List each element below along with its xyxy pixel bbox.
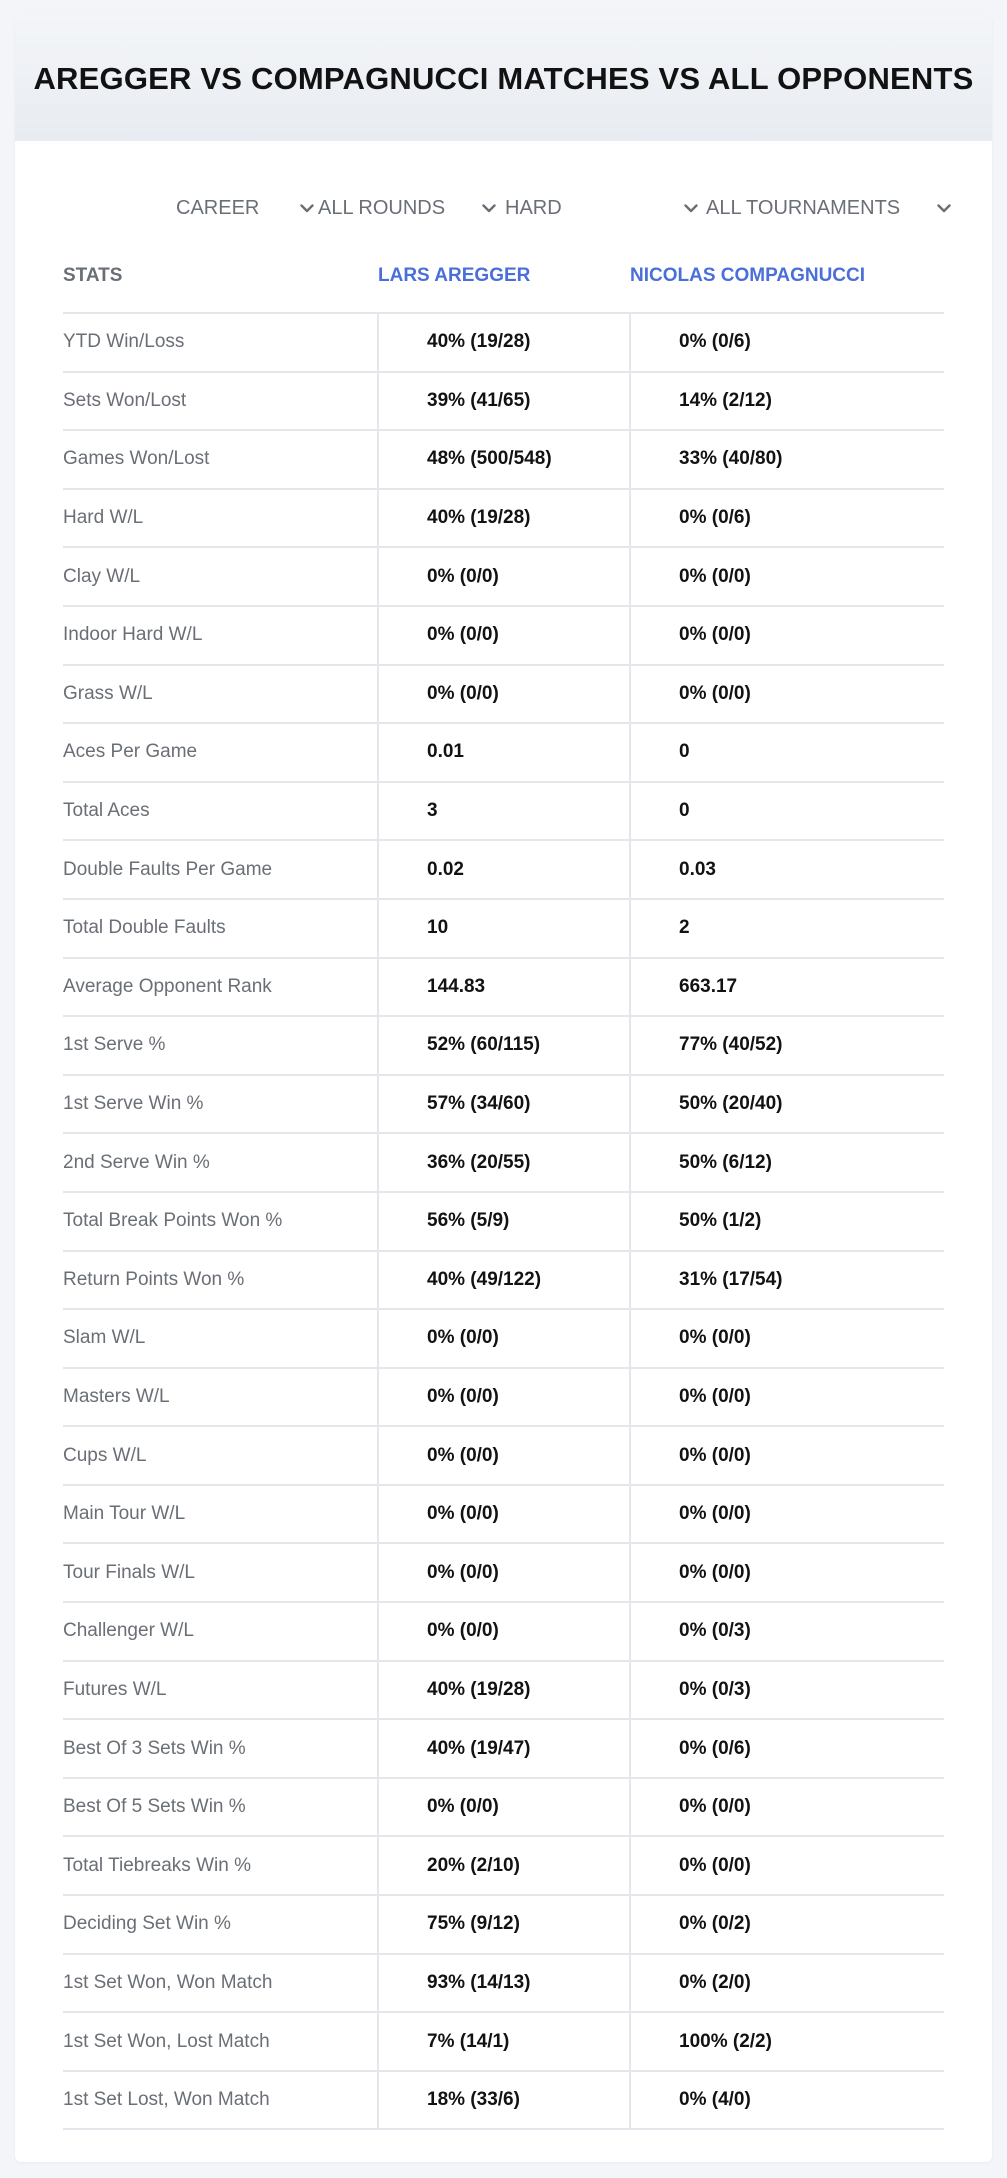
stat-label: Masters W/L xyxy=(63,1385,170,1407)
player1-link[interactable]: LARS AREGGER xyxy=(378,265,531,286)
player2-stat-value: 0% (0/0) xyxy=(629,1837,944,1894)
player2-stat-value: 0% (0/3) xyxy=(629,1603,944,1660)
stat-label: Hard W/L xyxy=(63,507,144,529)
table-row xyxy=(63,548,944,607)
stat-label: Indoor Hard W/L xyxy=(63,624,203,646)
player1-stat-value: 40% (19/47) xyxy=(377,1720,629,1777)
stat-label: Challenger W/L xyxy=(63,1620,194,1642)
page-title: AREGGER VS COMPAGNUCCI MATCHES VS ALL OPPONENTS xyxy=(33,60,974,96)
stat-label: 1st Serve % xyxy=(63,1034,166,1056)
player2-stat-value: 0% (4/0) xyxy=(629,2072,944,2129)
player2-stat-value: 100% (2/2) xyxy=(629,2013,944,2070)
period-select[interactable] xyxy=(176,188,316,228)
stat-label: Games Won/Lost xyxy=(63,448,210,470)
table-row xyxy=(63,1134,944,1193)
table-row xyxy=(63,841,944,900)
stat-label: YTD Win/Loss xyxy=(63,331,185,353)
stat-label: 2nd Serve Win % xyxy=(63,1151,210,1173)
player2-stat-value: 0% (0/0) xyxy=(629,607,944,664)
table-row xyxy=(63,1837,944,1896)
card-header xyxy=(15,16,992,141)
stat-label: Slam W/L xyxy=(63,1327,146,1349)
chevron-down-icon xyxy=(682,199,700,217)
player1-stat-value: 10 xyxy=(377,900,629,957)
player2-stat-value: 50% (1/2) xyxy=(629,1193,944,1250)
player2-stat-value: 0 xyxy=(629,724,944,781)
player1-stat-value: 0% (0/0) xyxy=(377,548,629,605)
table-row xyxy=(63,1896,944,1955)
filter-bar xyxy=(15,188,992,228)
stat-label: Main Tour W/L xyxy=(63,1503,186,1525)
player1-stat-value: 0% (0/0) xyxy=(377,1427,629,1484)
chevron-down-icon xyxy=(935,199,953,217)
rounds-select[interactable] xyxy=(318,188,498,228)
table-row xyxy=(63,1486,944,1545)
table-row xyxy=(63,1427,944,1486)
table-row xyxy=(63,666,944,725)
player1-stat-value: 40% (19/28) xyxy=(377,314,629,371)
stat-label: Clay W/L xyxy=(63,565,141,587)
stat-label: Total Double Faults xyxy=(63,917,226,939)
player2-stat-value: 77% (40/52) xyxy=(629,1017,944,1074)
stats-table-body xyxy=(63,312,944,2130)
stat-label: 1st Set Lost, Won Match xyxy=(63,2089,270,2111)
stat-label: Grass W/L xyxy=(63,682,153,704)
chevron-down-icon xyxy=(298,199,316,217)
table-row xyxy=(63,1544,944,1603)
stat-label: Cups W/L xyxy=(63,1444,147,1466)
stat-label: Double Faults Per Game xyxy=(63,858,273,880)
table-row xyxy=(63,373,944,432)
stat-label: Total Break Points Won % xyxy=(63,1210,283,1232)
player2-stat-value: 0% (0/6) xyxy=(629,1720,944,1777)
player1-stat-value: 0% (0/0) xyxy=(377,1486,629,1543)
player2-stat-value: 50% (20/40) xyxy=(629,1076,944,1133)
player2-stat-value: 0% (0/2) xyxy=(629,1896,944,1953)
player1-stat-value: 144.83 xyxy=(377,959,629,1016)
surface-select-value: HARD xyxy=(505,196,562,219)
table-row xyxy=(63,1310,944,1369)
player2-stat-value: 0% (0/0) xyxy=(629,666,944,723)
player2-stat-value: 0 xyxy=(629,783,944,840)
table-row xyxy=(63,607,944,666)
player1-stat-value: 39% (41/65) xyxy=(377,373,629,430)
stat-label: Average Opponent Rank xyxy=(63,975,272,997)
table-row xyxy=(63,783,944,842)
table-row xyxy=(63,1955,944,2014)
stat-label: Return Points Won % xyxy=(63,1268,245,1290)
player1-stat-value: 20% (2/10) xyxy=(377,1837,629,1894)
table-row xyxy=(63,1779,944,1838)
player2-stat-value: 31% (17/54) xyxy=(629,1252,944,1309)
player2-stat-value: 0% (0/0) xyxy=(629,548,944,605)
period-select-value: CAREER xyxy=(176,196,260,219)
player1-stat-value: 48% (500/548) xyxy=(377,431,629,488)
table-row xyxy=(63,1662,944,1721)
rounds-select-value: ALL ROUNDS xyxy=(318,196,446,219)
surface-select[interactable] xyxy=(505,188,700,228)
table-row xyxy=(63,314,944,373)
table-row xyxy=(63,1193,944,1252)
player1-stat-value: 0.02 xyxy=(377,841,629,898)
player1-stat-value: 57% (34/60) xyxy=(377,1076,629,1133)
chevron-down-icon xyxy=(480,199,498,217)
table-row xyxy=(63,490,944,549)
player1-stat-value: 36% (20/55) xyxy=(377,1134,629,1191)
player2-stat-value: 50% (6/12) xyxy=(629,1134,944,1191)
stat-label: 1st Serve Win % xyxy=(63,1093,204,1115)
player2-stat-value: 0% (0/0) xyxy=(629,1369,944,1426)
player1-stat-value: 52% (60/115) xyxy=(377,1017,629,1074)
player2-stat-value: 33% (40/80) xyxy=(629,431,944,488)
player1-stat-value: 7% (14/1) xyxy=(377,2013,629,2070)
table-row xyxy=(63,900,944,959)
player1-stat-value: 0.01 xyxy=(377,724,629,781)
player1-stat-value: 18% (33/6) xyxy=(377,2072,629,2129)
table-row xyxy=(63,1252,944,1311)
table-row xyxy=(63,2072,944,2131)
stat-label: Best Of 5 Sets Win % xyxy=(63,1796,246,1818)
table-header xyxy=(63,248,944,304)
player2-stat-value: 0% (0/0) xyxy=(629,1310,944,1367)
player2-link[interactable]: NICOLAS COMPAGNUCCI xyxy=(630,265,866,286)
table-row xyxy=(63,959,944,1018)
table-row xyxy=(63,1076,944,1135)
player1-stat-value: 0% (0/0) xyxy=(377,1369,629,1426)
tournaments-select[interactable] xyxy=(706,188,953,228)
player2-stat-value: 2 xyxy=(629,900,944,957)
table-row xyxy=(63,1369,944,1428)
player2-stat-value: 0% (0/0) xyxy=(629,1427,944,1484)
stat-label: Futures W/L xyxy=(63,1678,167,1700)
stat-label: Best Of 3 Sets Win % xyxy=(63,1737,246,1759)
stat-label: Total Aces xyxy=(63,800,150,822)
stat-label: Tour Finals W/L xyxy=(63,1561,195,1583)
table-row xyxy=(63,2013,944,2072)
stat-label: 1st Set Won, Won Match xyxy=(63,1971,273,1993)
stat-label: Deciding Set Win % xyxy=(63,1913,231,1935)
player2-stat-value: 0% (0/0) xyxy=(629,1544,944,1601)
table-row xyxy=(63,431,944,490)
player2-stat-value: 0% (0/0) xyxy=(629,1486,944,1543)
stats-column-header: STATS xyxy=(63,265,123,286)
player1-stat-value: 75% (9/12) xyxy=(377,1896,629,1953)
player2-stat-value: 0% (0/6) xyxy=(629,314,944,371)
player1-stat-value: 40% (19/28) xyxy=(377,1662,629,1719)
player2-stat-value: 0% (0/6) xyxy=(629,490,944,547)
stat-label: Aces Per Game xyxy=(63,741,198,763)
table-row xyxy=(63,1603,944,1662)
table-row xyxy=(63,1017,944,1076)
stats-card xyxy=(15,16,992,2162)
player2-stat-value: 0% (0/3) xyxy=(629,1662,944,1719)
table-row xyxy=(63,724,944,783)
player1-stat-value: 3 xyxy=(377,783,629,840)
stat-label: 1st Set Won, Lost Match xyxy=(63,2030,270,2052)
player2-stat-value: 0.03 xyxy=(629,841,944,898)
player1-stat-value: 0% (0/0) xyxy=(377,1779,629,1836)
player2-stat-value: 0% (2/0) xyxy=(629,1955,944,2012)
player1-stat-value: 56% (5/9) xyxy=(377,1193,629,1250)
player1-stat-value: 93% (14/13) xyxy=(377,1955,629,2012)
tournaments-select-value: ALL TOURNAMENTS xyxy=(706,196,901,219)
player1-stat-value: 0% (0/0) xyxy=(377,607,629,664)
player1-stat-value: 0% (0/0) xyxy=(377,666,629,723)
stat-label: Sets Won/Lost xyxy=(63,389,187,411)
player1-stat-value: 0% (0/0) xyxy=(377,1310,629,1367)
player1-stat-value: 0% (0/0) xyxy=(377,1544,629,1601)
player2-stat-value: 663.17 xyxy=(629,959,944,1016)
table-row xyxy=(63,1720,944,1779)
player2-stat-value: 14% (2/12) xyxy=(629,373,944,430)
stat-label: Total Tiebreaks Win % xyxy=(63,1854,251,1876)
player2-stat-value: 0% (0/0) xyxy=(629,1779,944,1836)
player1-stat-value: 0% (0/0) xyxy=(377,1603,629,1660)
player1-stat-value: 40% (49/122) xyxy=(377,1252,629,1309)
player1-stat-value: 40% (19/28) xyxy=(377,490,629,547)
